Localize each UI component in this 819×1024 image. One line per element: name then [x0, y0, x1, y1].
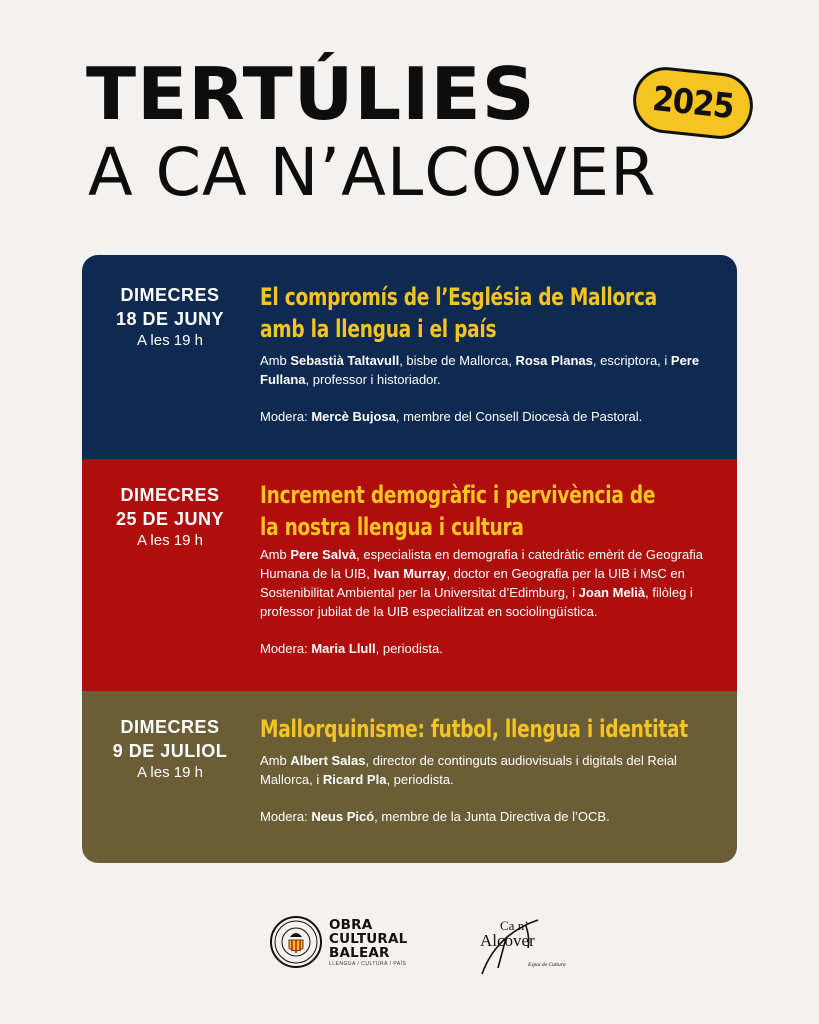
person-name: Pere Fullana: [260, 353, 700, 387]
person-name: Neus Picó: [311, 809, 375, 824]
person-name: Rosa Planas: [515, 353, 593, 368]
event-time: A les 19 h: [137, 532, 203, 549]
event-description: [260, 751, 725, 789]
ocb-seal-icon: [272, 918, 320, 966]
event-date-text: 18 DE JUNY: [115, 309, 225, 329]
event-18-juny: [82, 255, 737, 459]
text-run: Modera:: [260, 641, 312, 656]
ocb-seal-logo: [270, 916, 322, 968]
person-name: Pere Salvà: [290, 547, 357, 562]
events-panel: [82, 255, 737, 863]
event-moderator: [260, 407, 725, 426]
event-25-juny: [82, 459, 737, 691]
event-moderator: [260, 807, 725, 826]
text-run: Amb: [260, 547, 291, 562]
event-date: [82, 283, 258, 351]
text-run: , bisbe de Mallorca,: [399, 353, 516, 368]
person-name: Ricard Pla: [322, 772, 387, 787]
svg-text:Espai de Cultura: Espai de Cultura: [528, 962, 566, 968]
year-badge: 2025: [630, 64, 756, 142]
person-name: Sebastià Taltavull: [290, 353, 400, 368]
text-run: , escriptora, i: [592, 353, 671, 368]
person-name: Joan Melià: [578, 585, 646, 600]
footer: [0, 900, 819, 1000]
event-moderator: [260, 639, 725, 658]
event-day: DIMECRES: [120, 717, 220, 737]
svg-text:Ca n’: Ca n’: [500, 918, 529, 933]
ocb-tagline: LLENGUA / CULTURA / PAÍS: [329, 961, 407, 967]
text-run: , doctor en Geografia per la UIB i MsC en Sostenibilitat Ambiental per la Universitat d’Edimburg, i: [260, 566, 685, 600]
event-title-line: amb la llengua i el país: [260, 315, 497, 343]
ocb-line: CULTURAL: [329, 931, 408, 947]
event-title-line: la nostra llengua i cultura: [260, 513, 524, 541]
event-description: [260, 351, 725, 389]
event-title: [260, 281, 660, 345]
person-name: Albert Salas: [290, 753, 366, 768]
event-title-line: Increment demogràfic i pervivència de: [260, 481, 656, 509]
event-time: A les 19 h: [137, 332, 203, 349]
event-date: [82, 715, 258, 783]
text-run: , filòleg i professor jubilat de la UIB especialitzat en sociolingüística.: [260, 585, 693, 619]
event-body: [260, 479, 725, 658]
event-title-line: Mallorquinisme: futbol, llengua i identitat: [260, 715, 688, 743]
event-date: [82, 483, 258, 551]
event-9-juliol: [82, 691, 737, 863]
event-date-text: 9 DE JULIOL: [112, 741, 228, 761]
can-alcover-logo-icon: [470, 908, 570, 978]
ocb-wordmark: [329, 918, 407, 960]
event-body: [260, 713, 725, 826]
ocb-line: BALEAR: [329, 945, 390, 961]
title-main: TERTÚLIES: [86, 52, 536, 136]
text-run: Amb: [260, 753, 291, 768]
header: [0, 0, 819, 250]
text-run: , professor i historiador.: [305, 372, 441, 387]
text-run: Amb: [260, 353, 291, 368]
event-body: [260, 281, 725, 426]
text-run: Modera:: [260, 809, 312, 824]
title-subtitle: A CA N’ALCOVER: [88, 134, 657, 211]
text-run: , periodista.: [375, 641, 443, 656]
event-description: [260, 545, 725, 621]
person-name: Mercè Bujosa: [311, 409, 396, 424]
event-title: [260, 713, 688, 745]
event-date-text: 25 DE JUNY: [115, 509, 225, 529]
event-time: A les 19 h: [137, 764, 203, 781]
text-run: , director de continguts audiovisuals i digitals del Reial Mallorca, i: [260, 753, 677, 787]
person-name: Ivan Murray: [373, 566, 447, 581]
text-run: , membre de la Junta Directiva de l’OCB.: [374, 809, 610, 824]
text-run: , periodista.: [386, 772, 454, 787]
event-title: [260, 479, 660, 543]
text-run: , especialista en demografia i catedràtic emèrit de Geografia Humana de la UIB,: [260, 547, 703, 581]
can-alcover-logo: [470, 908, 570, 978]
event-day: DIMECRES: [120, 485, 220, 505]
svg-text:Alcover: Alcover: [480, 931, 535, 950]
text-run: Modera:: [260, 409, 312, 424]
ocb-line: OBRA: [329, 917, 373, 933]
text-run: , membre del Consell Diocesà de Pastoral.: [395, 409, 643, 424]
event-day: DIMECRES: [120, 285, 220, 305]
person-name: Maria Llull: [311, 641, 376, 656]
event-title-line: El compromís de l’Església de Mallorca: [260, 283, 657, 311]
